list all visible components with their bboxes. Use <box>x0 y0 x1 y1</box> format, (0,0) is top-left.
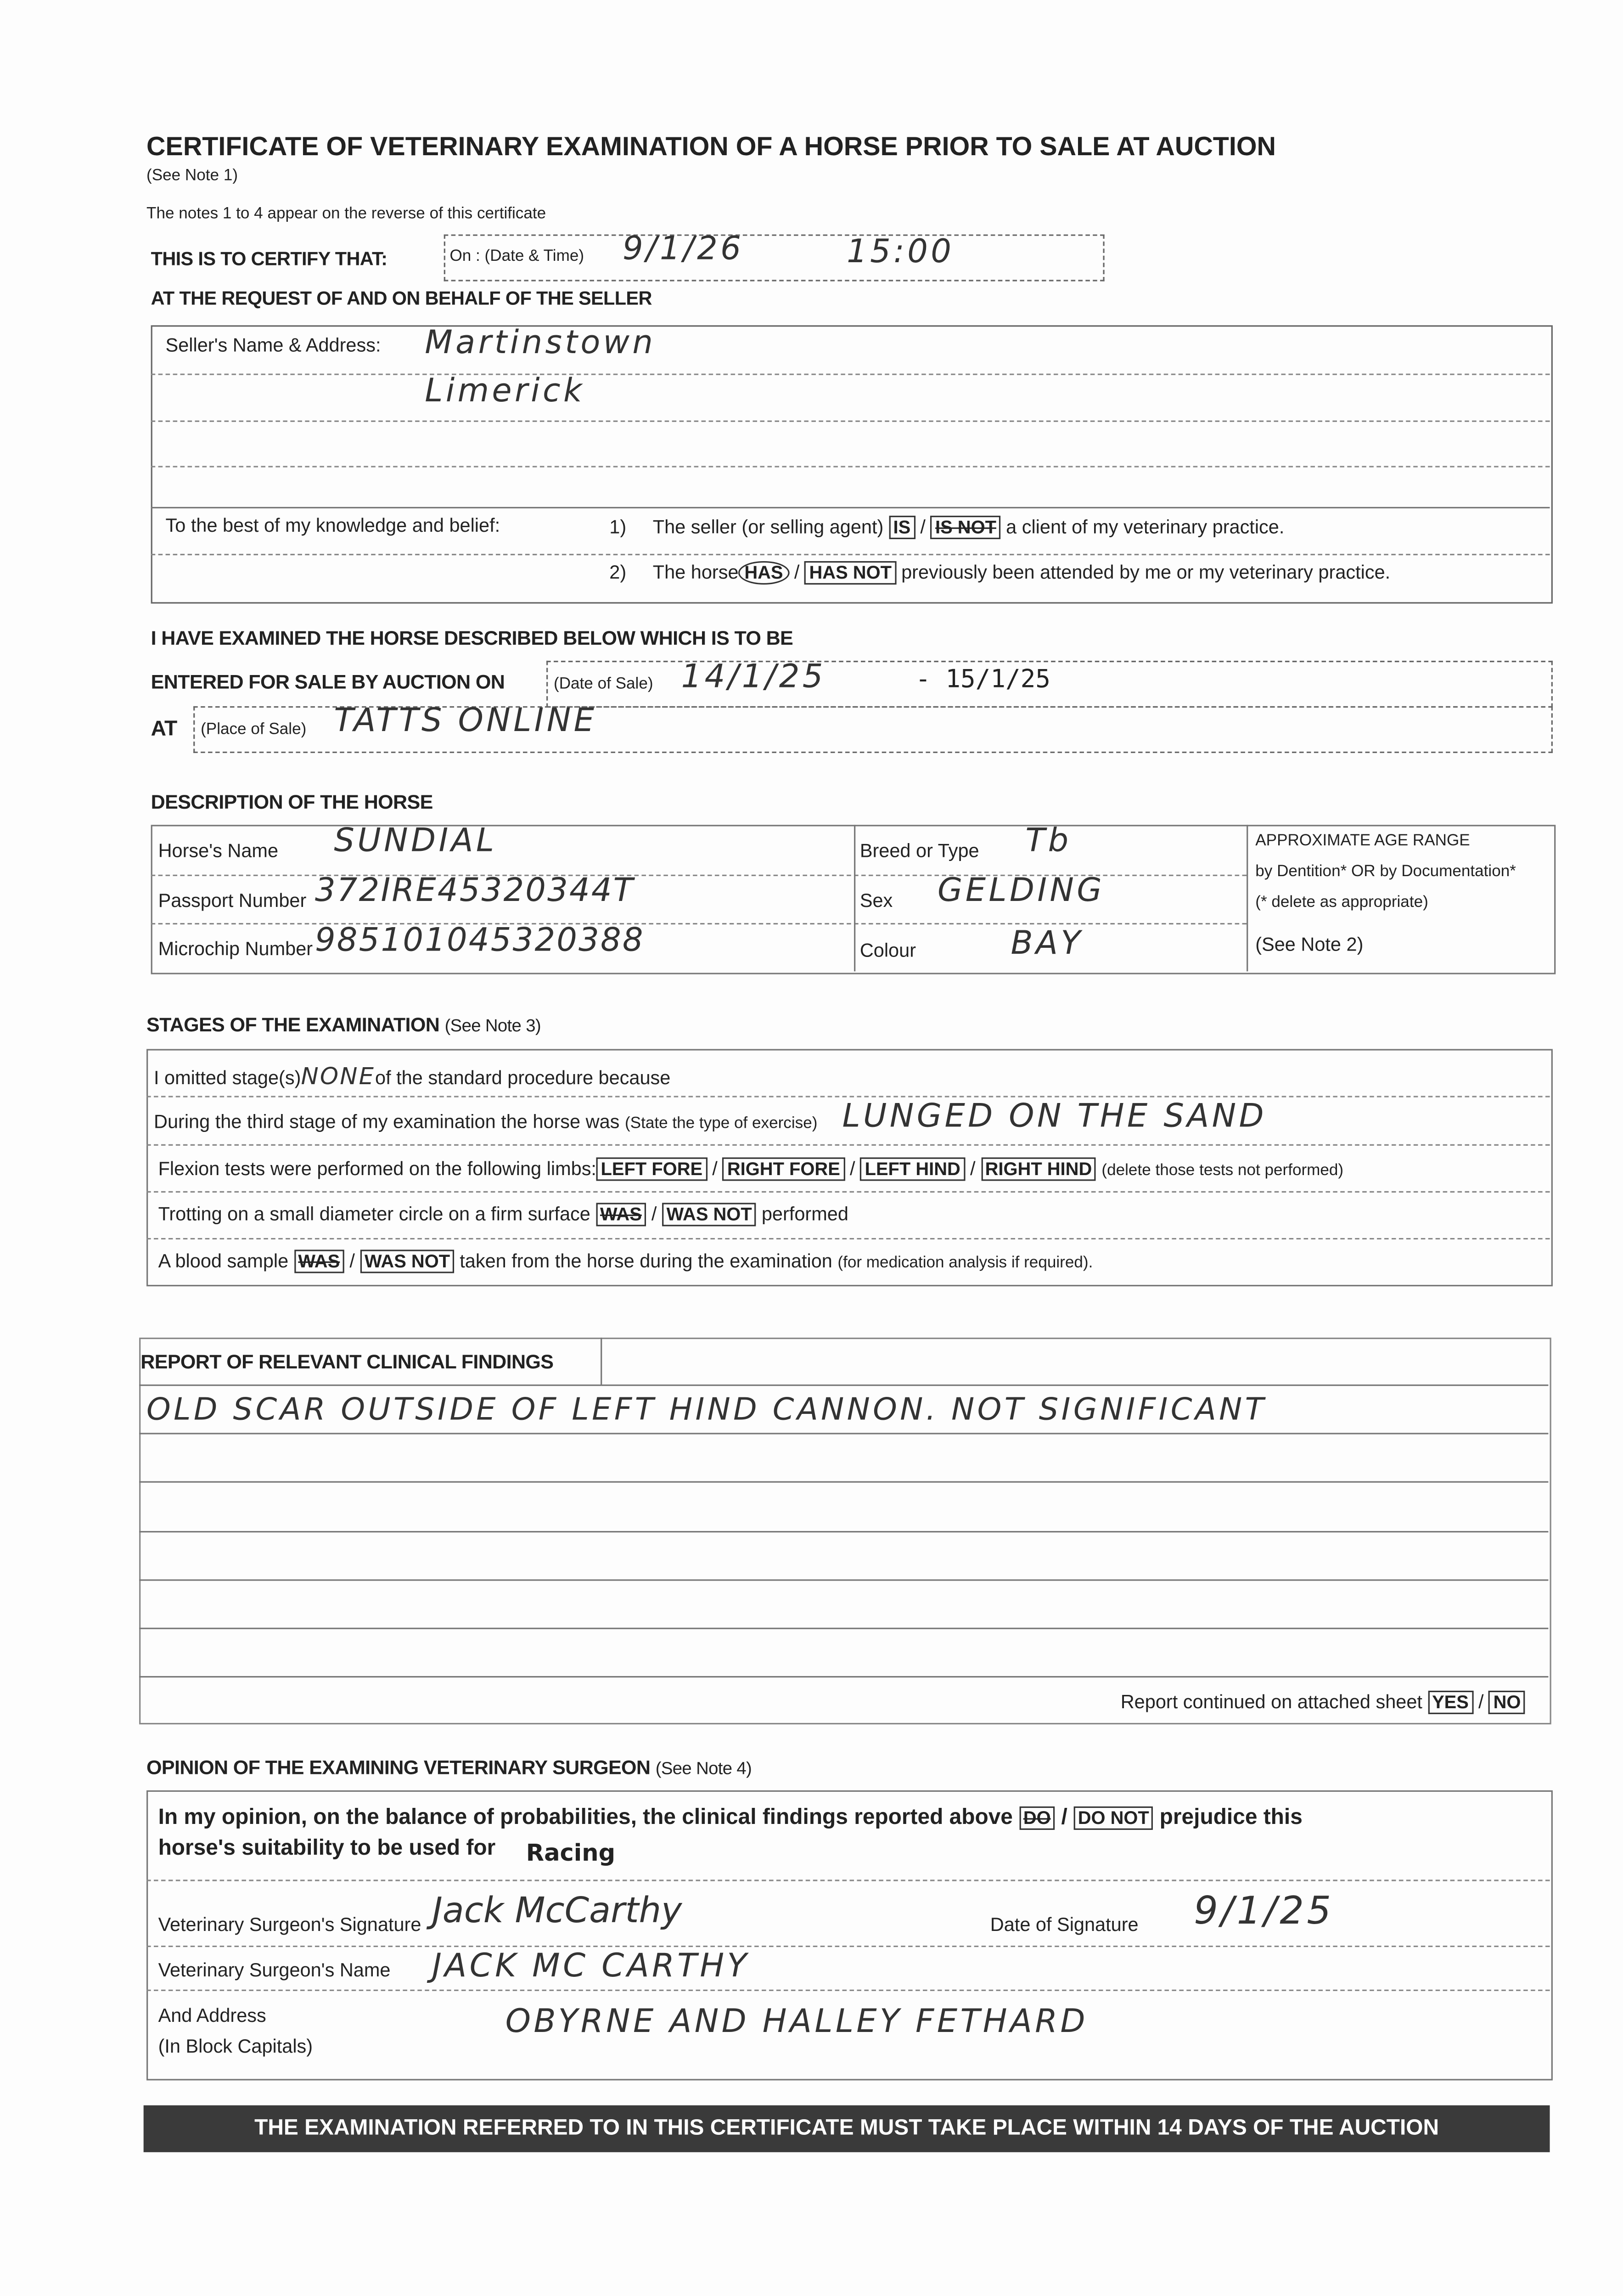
microchip-label: Microchip Number <box>158 937 313 960</box>
date-time-label: On : (Date & Time) <box>449 248 584 265</box>
place-of-sale: TATTS ONLINE <box>334 703 597 740</box>
horse-name[interactable]: SUNDIAL <box>334 823 497 860</box>
third-stage-exercise[interactable]: LUNGED ON THE SAND <box>842 1098 1267 1136</box>
footer-banner: THE EXAMINATION REFERRED TO IN THIS CERTIFICATE MUST TAKE PLACE WITHIN 14 DAYS OF THE AUCTION <box>144 2105 1550 2152</box>
certify-label: THIS IS TO CERTIFY THAT: <box>151 248 387 270</box>
seller-label: Seller's Name & Address: <box>165 334 381 356</box>
signature-date[interactable]: 9/1/25 <box>1194 1890 1334 1934</box>
sale-date-label: (Date of Sale) <box>554 675 653 693</box>
horse-name-label: Horse's Name <box>158 839 279 862</box>
sale-label: ENTERED FOR SALE BY AUCTION ON <box>151 671 505 693</box>
signature[interactable]: Jack McCarthy <box>432 1890 682 1931</box>
do-not-option[interactable]: DO NOT <box>1073 1806 1153 1830</box>
age-range-title: APPROXIMATE AGE RANGE <box>1255 832 1470 850</box>
blood-sample: A blood sample WAS / WAS NOT taken from the horse during the examination (for medication analysis if required). <box>158 1249 1093 1272</box>
opinion-statement: In my opinion, on the balance of probabilities, the clinical findings reported above DO / DO NOT prejudice this <box>158 1805 1303 1830</box>
age-range-delete: (* delete as appropriate) <box>1255 894 1428 912</box>
request-heading: AT THE REQUEST OF AND ON BEHALF OF THE SELLER <box>151 287 652 310</box>
passport-label: Passport Number <box>158 889 307 912</box>
right-hind-option[interactable]: RIGHT HIND <box>981 1157 1096 1181</box>
notes-line: The notes 1 to 4 appear on the reverse of this certificate <box>146 205 546 223</box>
knowledge-statement-2: 2) The horse HAS / HAS NOT previously been attended by me or my veterinary practice. <box>609 561 1390 583</box>
examined-heading: I HAVE EXAMINED THE HORSE DESCRIBED BELOW WHICH IS TO BE <box>151 627 793 649</box>
microchip-number[interactable]: 985101045320388 <box>314 923 645 960</box>
see-note: (See Note 1) <box>146 167 238 185</box>
is-not-option[interactable]: IS NOT <box>931 516 1000 539</box>
left-fore-option[interactable]: LEFT FORE <box>596 1157 707 1181</box>
opinion-heading: OPINION OF THE EXAMINING VETERINARY SURGEON (See Note 4) <box>146 1756 752 1779</box>
place-label: (Place of Sale) <box>201 720 307 739</box>
surgeon-address[interactable]: OBYRNE AND HALLEY FETHARD <box>505 2004 1088 2041</box>
knowledge-statement-1: 1) The seller (or selling agent) IS / IS NOT a client of my veterinary practice. <box>609 516 1284 538</box>
blood-was-not-option[interactable]: WAS NOT <box>360 1249 454 1273</box>
suitability: horse's suitability to be used for Racing <box>158 1835 616 1867</box>
third-stage: During the third stage of my examination the horse was (State the type of exercise) <box>154 1110 818 1133</box>
continued-no-option[interactable]: NO <box>1489 1691 1525 1714</box>
has-not-option[interactable]: HAS NOT <box>805 561 896 585</box>
flexion-tests: Flexion tests were performed on the following limbs: LEFT FORE / RIGHT FORE / LEFT HIND / RIGHT HIND (delete those tests not performed) <box>158 1157 1344 1179</box>
certificate-title: CERTIFICATE OF VETERINARY EXAMINATION OF A HORSE PRIOR TO SALE AT AUCTION <box>146 132 1276 161</box>
trot-was-not-option[interactable]: WAS NOT <box>662 1203 756 1226</box>
sale-date-typed: - 15/1/25 <box>915 665 1050 695</box>
seller-name[interactable]: Martinstown <box>425 325 656 362</box>
is-option[interactable]: IS <box>889 516 915 539</box>
report-finding-line[interactable]: OLD SCAR OUTSIDE OF LEFT HIND CANNON. NOT SIGNIFICANT <box>146 1391 1267 1427</box>
stages-heading: STAGES OF THE EXAMINATION (See Note 3) <box>146 1013 541 1036</box>
age-range-note: (See Note 2) <box>1255 933 1364 956</box>
report-continued: Report continued on attached sheet YES / NO <box>1121 1691 1525 1713</box>
report-heading: REPORT OF RELEVANT CLINICAL FINDINGS <box>140 1351 554 1373</box>
breed[interactable]: Tb <box>1025 823 1072 860</box>
passport-number[interactable]: 372IRE45320344T <box>314 873 635 910</box>
knowledge-label: To the best of my knowledge and belief: <box>165 514 500 536</box>
breed-label: Breed or Type <box>859 839 979 862</box>
description-heading: DESCRIPTION OF THE HORSE <box>151 791 433 813</box>
right-fore-option[interactable]: RIGHT FORE <box>723 1157 844 1181</box>
blood-was-option[interactable]: WAS <box>294 1249 344 1273</box>
signature-date-label: Date of Signature <box>990 1913 1139 1936</box>
omitted-stages: I omitted stage(s)NONEof the standard procedure because <box>154 1062 671 1090</box>
at-label: AT <box>151 718 177 742</box>
surgeon-name[interactable]: JACK MC CARTHY <box>432 1948 750 1986</box>
continued-yes-option[interactable]: YES <box>1427 1691 1473 1714</box>
exam-date: 9/1/26 <box>622 231 744 268</box>
has-option[interactable]: HAS <box>739 561 789 585</box>
trot-was-option[interactable]: WAS <box>595 1203 646 1226</box>
sex[interactable]: GELDING <box>937 873 1105 910</box>
address-note: (In Block Capitals) <box>158 2035 313 2057</box>
left-hind-option[interactable]: LEFT HIND <box>860 1157 965 1181</box>
exam-time: 15:00 <box>847 234 955 271</box>
intended-use[interactable]: Racing <box>526 1839 616 1867</box>
sex-label: Sex <box>859 889 893 912</box>
signature-label: Veterinary Surgeon's Signature <box>158 1913 421 1936</box>
seller-address[interactable]: Limerick <box>425 373 585 411</box>
do-option[interactable]: DO <box>1019 1806 1055 1830</box>
address-label: And Address <box>158 2004 266 2026</box>
age-range-by: by Dentition* OR by Documentation* <box>1255 863 1516 881</box>
colour-label: Colour <box>859 939 916 961</box>
surgeon-name-label: Veterinary Surgeon's Name <box>158 1958 391 1981</box>
colour[interactable]: BAY <box>1011 926 1084 963</box>
trotting: Trotting on a small diameter circle on a firm surface WAS / WAS NOT performed <box>158 1203 848 1225</box>
sale-date: 14/1/25 <box>681 659 826 696</box>
